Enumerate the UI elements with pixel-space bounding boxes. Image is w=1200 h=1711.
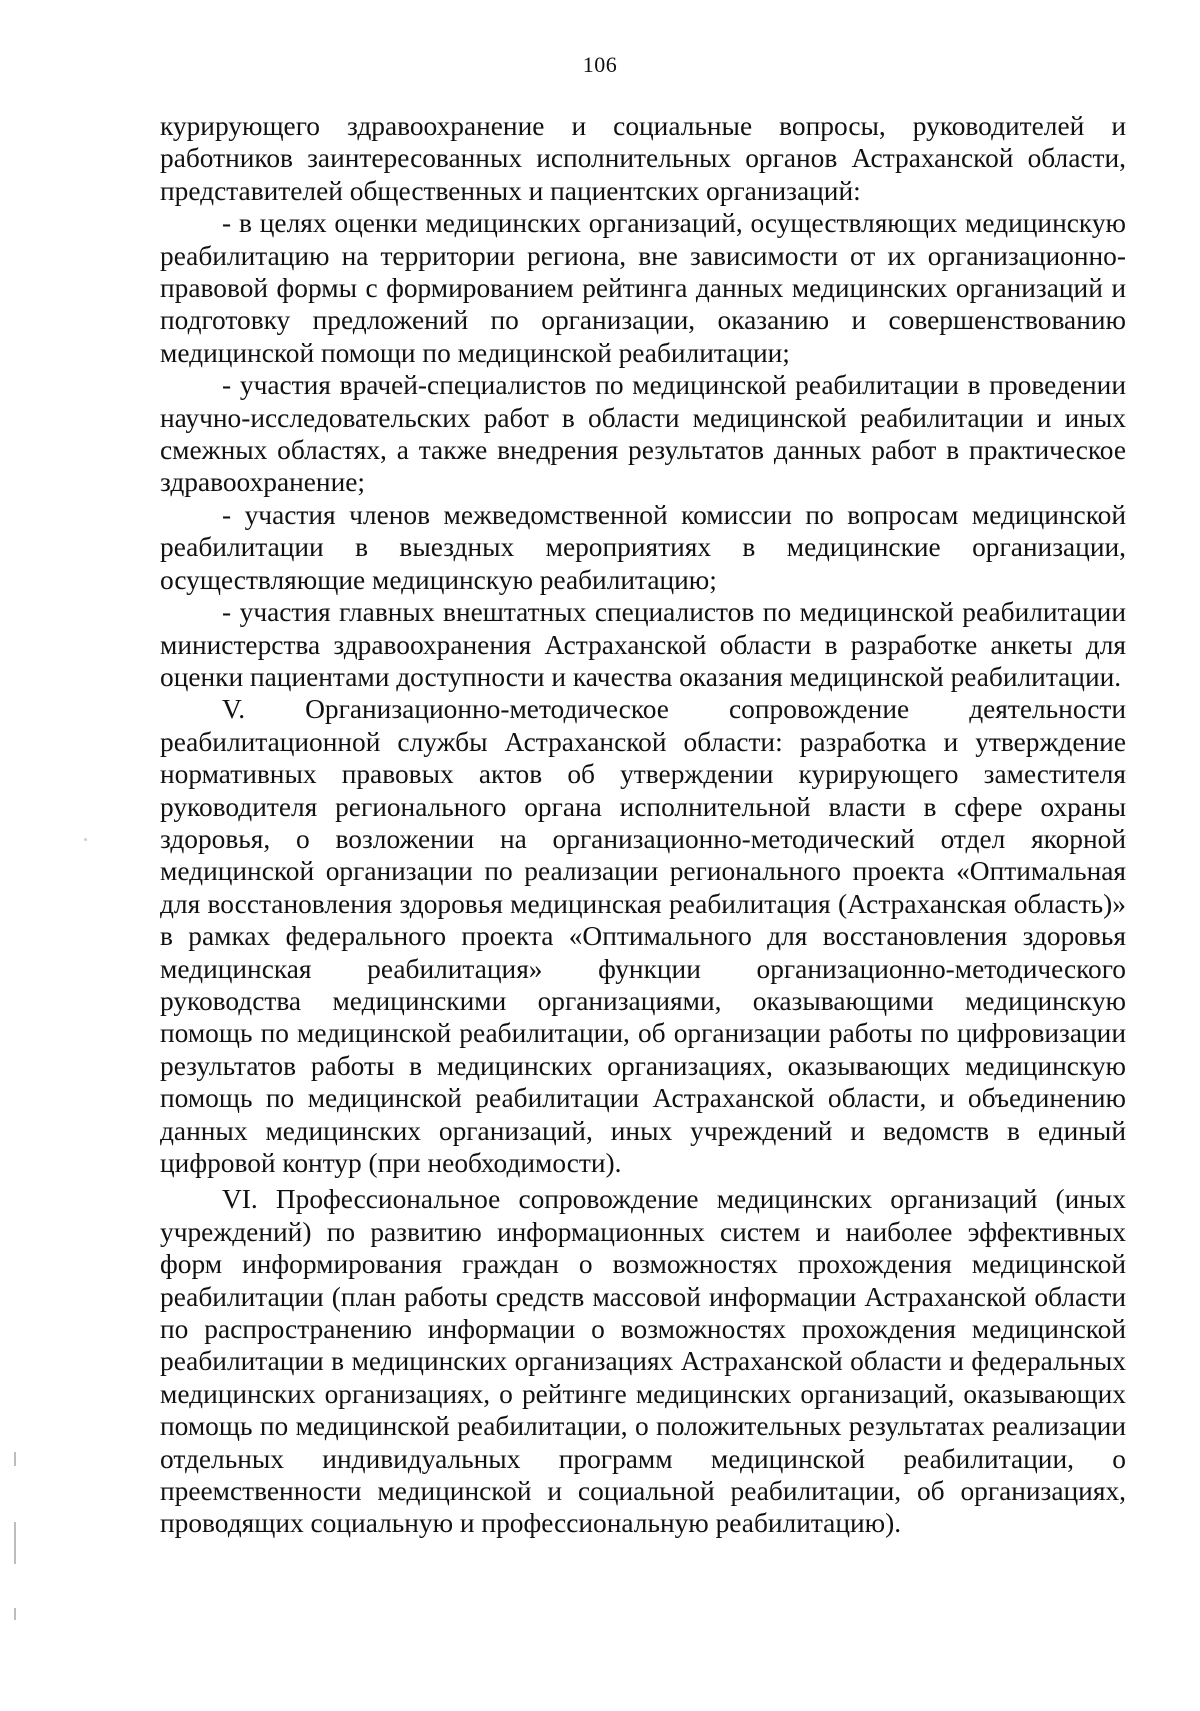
list-item-evaluation: - в целях оценки медицинских организаций, осуществляющих медицинскую реабилитацию на территории региона, вне зависимости от их организационно-правовой формы с формированием рейтинга данных медицинских организаций и подготовку предложений по организации, оказанию и совершенствованию медицинской помощи по медицинской реабилитации; (160, 208, 1126, 368)
scan-artifact (84, 838, 87, 841)
section-vi-paragraph: VI. Профессиональное сопровождение медицинских организаций (иных учреждений) по развитию информационных систем и наиболее эффективных форм информирования граждан о возможностях прохождения медицинской реабилитации (план работы средств массовой информации Астраханской области по распространению информации о возможностях прохождения медицинской реабилитации в медицинских организациях Астраханской области и федеральных медицинских организациях, о рейтинге медицинских организаций, оказывающих помощь по медицинской реабилитации, о положительных результатах реализации отдельных индивидуальных программ медицинской реабилитации, о преемственности медицинской и социальной реабилитации, об организациях, проводящих социальную и профессиональную реабилитацию). (160, 1184, 1126, 1539)
section-v-paragraph: V. Организационно-методическое сопровождение деятельности реабилитационной службы Астраханской области: разработка и утверждение нормативных правовых актов об утверждении курирующего заместителя руководителя регионального органа исполнительной власти в сфере охраны здоровья, о возложении на организационно-методический отдел якорной медицинской организации по реализации регионального проекта «Оптимальная для восстановления здоровья медицинская реабилитация (Астраханская область)» в рамках федерального проекта «Оптимального для восстановления здоровья медицинская реабилитация» функции организационно-методического руководства медицинскими организациями, оказывающими медицинскую помощь по медицинской реабилитации, об организации работы по цифровизации результатов работы в медицинских организациях, оказывающих медицинскую помощь по медицинской реабилитации Астраханской области, и объединению данных медицинских организаций, иных учреждений и ведомств в единый цифровой контур (при необходимости). (160, 694, 1126, 1178)
list-item-survey: - участия главных внештатных специалистов по медицинской реабилитации министерства здравоохранения Астраханской области в разработке анкеты для оценки пациентами доступности и качества оказания медицинской реабилитации. (160, 597, 1126, 692)
scan-margin-mark (14, 1608, 16, 1620)
list-item-research: - участия врачей-специалистов по медицинской реабилитации в проведении научно-исследовательских работ в области медицинской реабилитации и иных смежных областях, а также внедрения результатов данных работ в практическое здравоохранение; (160, 370, 1126, 498)
scan-margin-mark (14, 1522, 16, 1564)
document-body (160, 110, 1126, 1540)
list-item-commission: - участия членов межведомственной комиссии по вопросам медицинской реабилитации в выездных мероприятиях в медицинские организации, осуществляющие медицинскую реабилитацию; (160, 499, 1126, 595)
page-number: 106 (582, 52, 618, 77)
scan-margin-mark (14, 1452, 16, 1466)
paragraph-continuation: курирующего здравоохранение и социальные вопросы, руководителей и работников заинтересованных исполнительных органов Астраханской области, представителей общественных и пациентских организаций: (160, 111, 1126, 206)
